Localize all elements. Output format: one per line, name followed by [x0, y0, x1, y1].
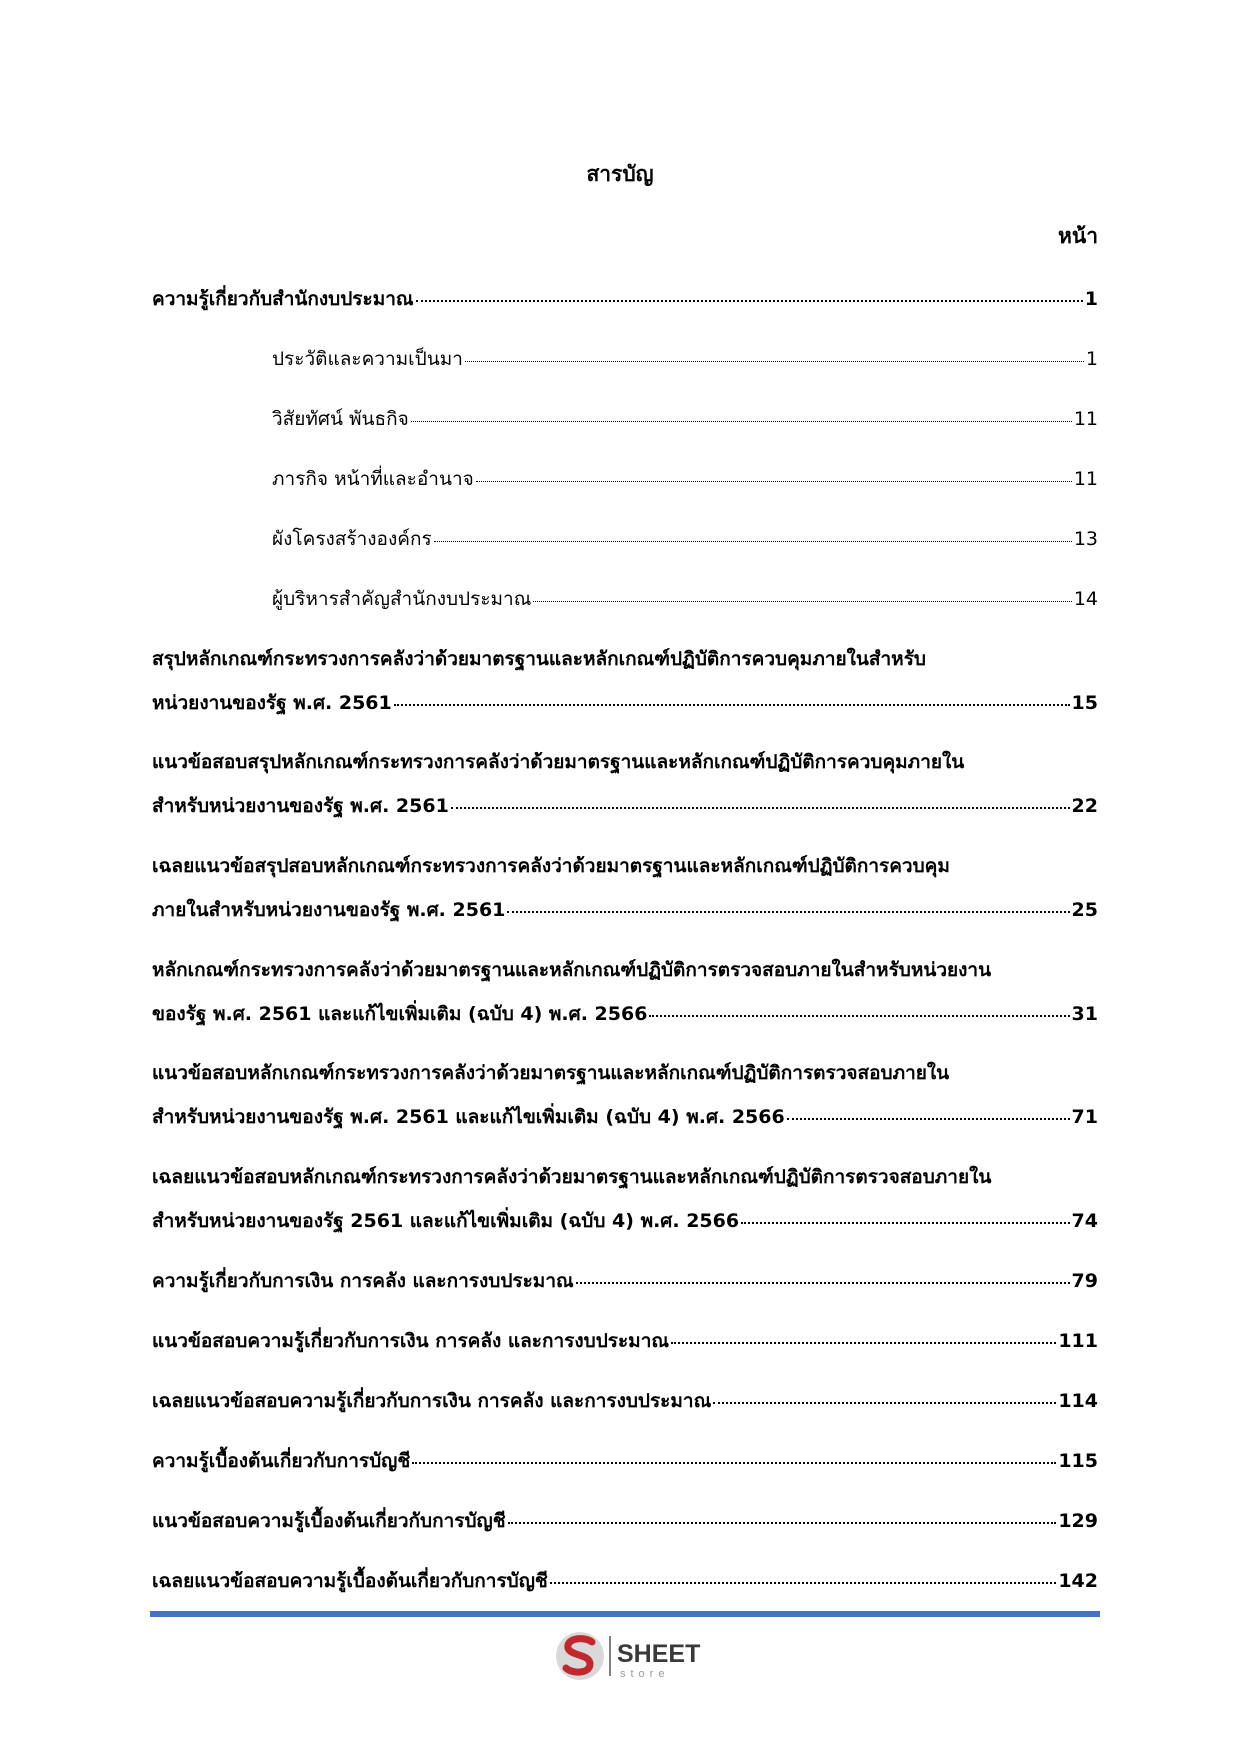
toc-entry[interactable]	[152, 1446, 1098, 1476]
toc-entry-title: สำหรับหน่วยงานของรัฐ 2561 และแก้ไขเพิ่มเติม (ฉบับ 4) พ.ศ. 2566	[152, 1210, 740, 1232]
toc-entry[interactable]	[152, 284, 1098, 314]
toc-subentry[interactable]	[272, 344, 1098, 374]
toc-entry[interactable]	[152, 1506, 1098, 1536]
toc-subentry-title: ผู้บริหารสำคัญสำนักงบประมาณ	[272, 588, 532, 610]
toc-entry-title: หน่วยงานของรัฐ พ.ศ. 2561	[152, 692, 392, 714]
footer-rule	[150, 1611, 1100, 1617]
toc-entry-title: ภายในสำหรับหน่วยงานของรัฐ พ.ศ. 2561	[152, 899, 506, 921]
toc-entry-title-line1: หลักเกณฑ์กระทรวงการคลังว่าด้วยมาตรฐานและหลักเกณฑ์ปฏิบัติการตรวจสอบภายในสำหรับหน่วยงาน	[152, 959, 992, 981]
toc-entry-page: 25	[1071, 899, 1098, 921]
toc-subentry[interactable]	[272, 584, 1098, 614]
toc-entry-title: แนวข้อสอบความรู้เกี่ยวกับการเงิน การคลัง และการงบประมาณ	[152, 1330, 669, 1352]
toc-entry-page: 114	[1058, 1390, 1098, 1412]
logo-sub: store	[620, 1668, 670, 1680]
toc-subentry[interactable]	[272, 524, 1098, 554]
toc-entry-title: สำหรับหน่วยงานของรัฐ พ.ศ. 2561	[152, 795, 449, 817]
toc-entry-page: 111	[1058, 1330, 1098, 1352]
dot-leader	[741, 1203, 1069, 1224]
dot-leader	[434, 522, 1072, 542]
toc-entry[interactable]	[152, 1102, 1098, 1132]
toc-entry[interactable]	[152, 895, 1098, 925]
toc-entry-page: 142	[1058, 1570, 1098, 1592]
dot-leader	[416, 281, 1083, 302]
toc-subentry-page: 1	[1085, 348, 1098, 370]
dot-leader	[476, 462, 1072, 482]
toc-subentry-page: 13	[1073, 528, 1098, 550]
logo-divider	[609, 1636, 611, 1676]
toc-subentry[interactable]	[272, 404, 1098, 434]
toc-entry-title-line1: เฉลยแนวข้อสรุปสอบหลักเกณฑ์กระทรวงการคลังว่าด้วยมาตรฐานและหลักเกณฑ์ปฏิบัติการควบคุม	[152, 855, 950, 877]
toc-entry-title: ความรู้เกี่ยวกับการเงิน การคลัง และการงบประมาณ	[152, 1270, 574, 1292]
dot-leader	[787, 1099, 1070, 1120]
dot-leader	[713, 1383, 1056, 1404]
toc-entry[interactable]	[152, 1386, 1098, 1416]
toc-entry-title: สำหรับหน่วยงานของรัฐ พ.ศ. 2561 และแก้ไขเพิ่มเติม (ฉบับ 4) พ.ศ. 2566	[152, 1106, 785, 1128]
dot-leader	[451, 788, 1070, 809]
toc-entry-title: ของรัฐ พ.ศ. 2561 และแก้ไขเพิ่มเติม (ฉบับ 4) พ.ศ. 2566	[152, 1003, 648, 1025]
page-column-heading: หน้า	[1058, 224, 1098, 248]
toc-entry-page: 115	[1058, 1450, 1098, 1472]
toc-entry-page: 31	[1071, 1003, 1098, 1025]
toc-entry-page: 22	[1071, 795, 1098, 817]
dot-leader	[507, 892, 1069, 913]
toc-entry-page: 15	[1071, 692, 1098, 714]
toc-entry-title: เฉลยแนวข้อสอบความรู้เบื้องต้นเกี่ยวกับการบัญชี	[152, 1570, 548, 1592]
toc-subentry-title: ประวัติและความเป็นมา	[272, 348, 463, 370]
dot-leader	[394, 685, 1070, 706]
toc-entry-title: ความรู้เบื้องต้นเกี่ยวกับการบัญชี	[152, 1450, 411, 1472]
dot-leader	[411, 402, 1072, 422]
toc-entry-title-line1: เฉลยแนวข้อสอบหลักเกณฑ์กระทรวงการคลังว่าด้วยมาตรฐานและหลักเกณฑ์ปฏิบัติการตรวจสอบภายใน	[152, 1166, 992, 1188]
toc-entry-title-line1: แนวข้อสอบสรุปหลักเกณฑ์กระทรวงการคลังว่าด้วยมาตรฐานและหลักเกณฑ์ปฏิบัติการควบคุมภายใน	[152, 751, 965, 773]
toc-entry[interactable]	[152, 1326, 1098, 1356]
toc-entry-title: ความรู้เกี่ยวกับสำนักงบประมาณ	[152, 288, 414, 310]
toc-entry[interactable]	[152, 791, 1098, 821]
toc-subentry-title: ผังโครงสร้างองค์กร	[272, 528, 432, 550]
toc-entry-title: เฉลยแนวข้อสอบความรู้เกี่ยวกับการเงิน การคลัง และการงบประมาณ	[152, 1390, 712, 1412]
dot-leader	[576, 1263, 1070, 1284]
dot-leader	[412, 1443, 1056, 1464]
toc-entry-page: 74	[1071, 1210, 1098, 1232]
toc-subentry-title: ภารกิจ หน้าที่และอำนาจ	[272, 468, 474, 490]
toc-entry[interactable]	[152, 1206, 1098, 1236]
toc-title: สารบัญ	[586, 162, 654, 186]
logo-word: SHEET	[617, 1640, 701, 1668]
dot-leader	[649, 996, 1069, 1017]
toc-subentry-page: 11	[1073, 468, 1098, 490]
toc-entry[interactable]	[152, 999, 1098, 1029]
toc-entry[interactable]	[152, 1266, 1098, 1296]
toc-entry[interactable]	[152, 688, 1098, 718]
toc-entry-page: 129	[1058, 1510, 1098, 1532]
dot-leader	[465, 342, 1084, 362]
dot-leader	[550, 1563, 1057, 1584]
toc-subentry[interactable]	[272, 464, 1098, 494]
toc-entry-title-line1: สรุปหลักเกณฑ์กระทรวงการคลังว่าด้วยมาตรฐานและหลักเกณฑ์ปฏิบัติการควบคุมภายในสำหรับ	[152, 648, 926, 670]
logo-s-icon	[556, 1632, 604, 1680]
dot-leader	[533, 582, 1071, 602]
toc-subentry-page: 11	[1073, 408, 1098, 430]
toc-subentry-page: 14	[1073, 588, 1098, 610]
toc-entry-title: แนวข้อสอบความรู้เบื้องต้นเกี่ยวกับการบัญชี	[152, 1510, 506, 1532]
toc-entry-page: 71	[1071, 1106, 1098, 1128]
toc-entry-title-line1: แนวข้อสอบหลักเกณฑ์กระทรวงการคลังว่าด้วยมาตรฐานและหลักเกณฑ์ปฏิบัติการตรวจสอบภายใน	[152, 1062, 950, 1084]
toc-subentry-title: วิสัยทัศน์ พันธกิจ	[272, 408, 409, 430]
toc-entry[interactable]	[152, 1566, 1098, 1596]
toc-entry-page: 79	[1071, 1270, 1098, 1292]
sheet-store-logo	[554, 1628, 724, 1684]
dot-leader	[508, 1503, 1057, 1524]
toc-entry-page: 1	[1084, 288, 1098, 310]
dot-leader	[671, 1323, 1056, 1344]
